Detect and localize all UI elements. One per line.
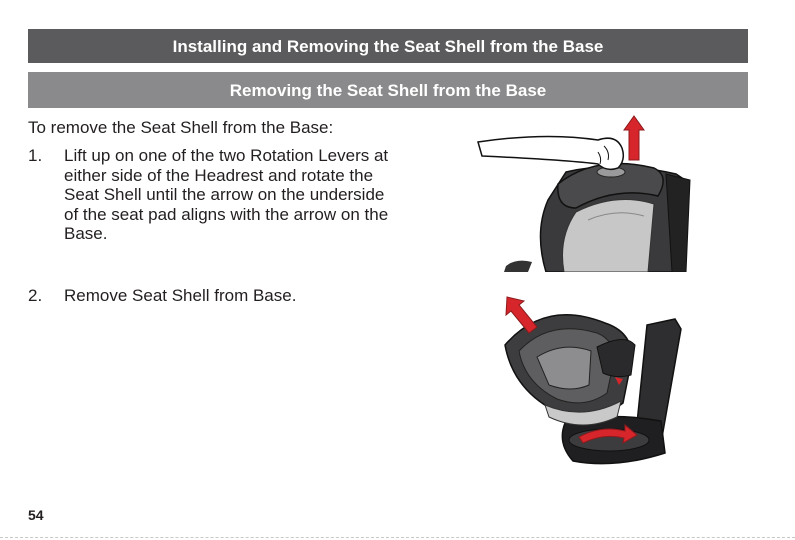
illustration-lift-rotation-lever [476, 112, 700, 272]
step-text: Remove Seat Shell from Base. [64, 286, 297, 305]
step-1 [28, 146, 398, 266]
step-number: 2. [28, 286, 43, 305]
section-title-banner [28, 29, 748, 63]
step-number: 1. [28, 146, 43, 165]
illustration-remove-seat-shell [485, 293, 695, 468]
intro-text: To remove the Seat Shell from the Base: [28, 118, 334, 137]
footer-divider [0, 537, 795, 538]
step-text: Lift up on one of the two Rotation Levers at either side of the Headrest and rotate the Seat Shell until the arrow on the underside of the seat pad aligns with the arrow on the Base. [64, 146, 389, 243]
subsection-title-banner [28, 72, 748, 108]
subsection-title: Removing the Seat Shell from the Base [229, 81, 547, 100]
section-title: Installing and Removing the Seat Shell from the Base [172, 37, 604, 56]
step-2 [28, 286, 398, 310]
page-number: 54 [28, 507, 44, 523]
